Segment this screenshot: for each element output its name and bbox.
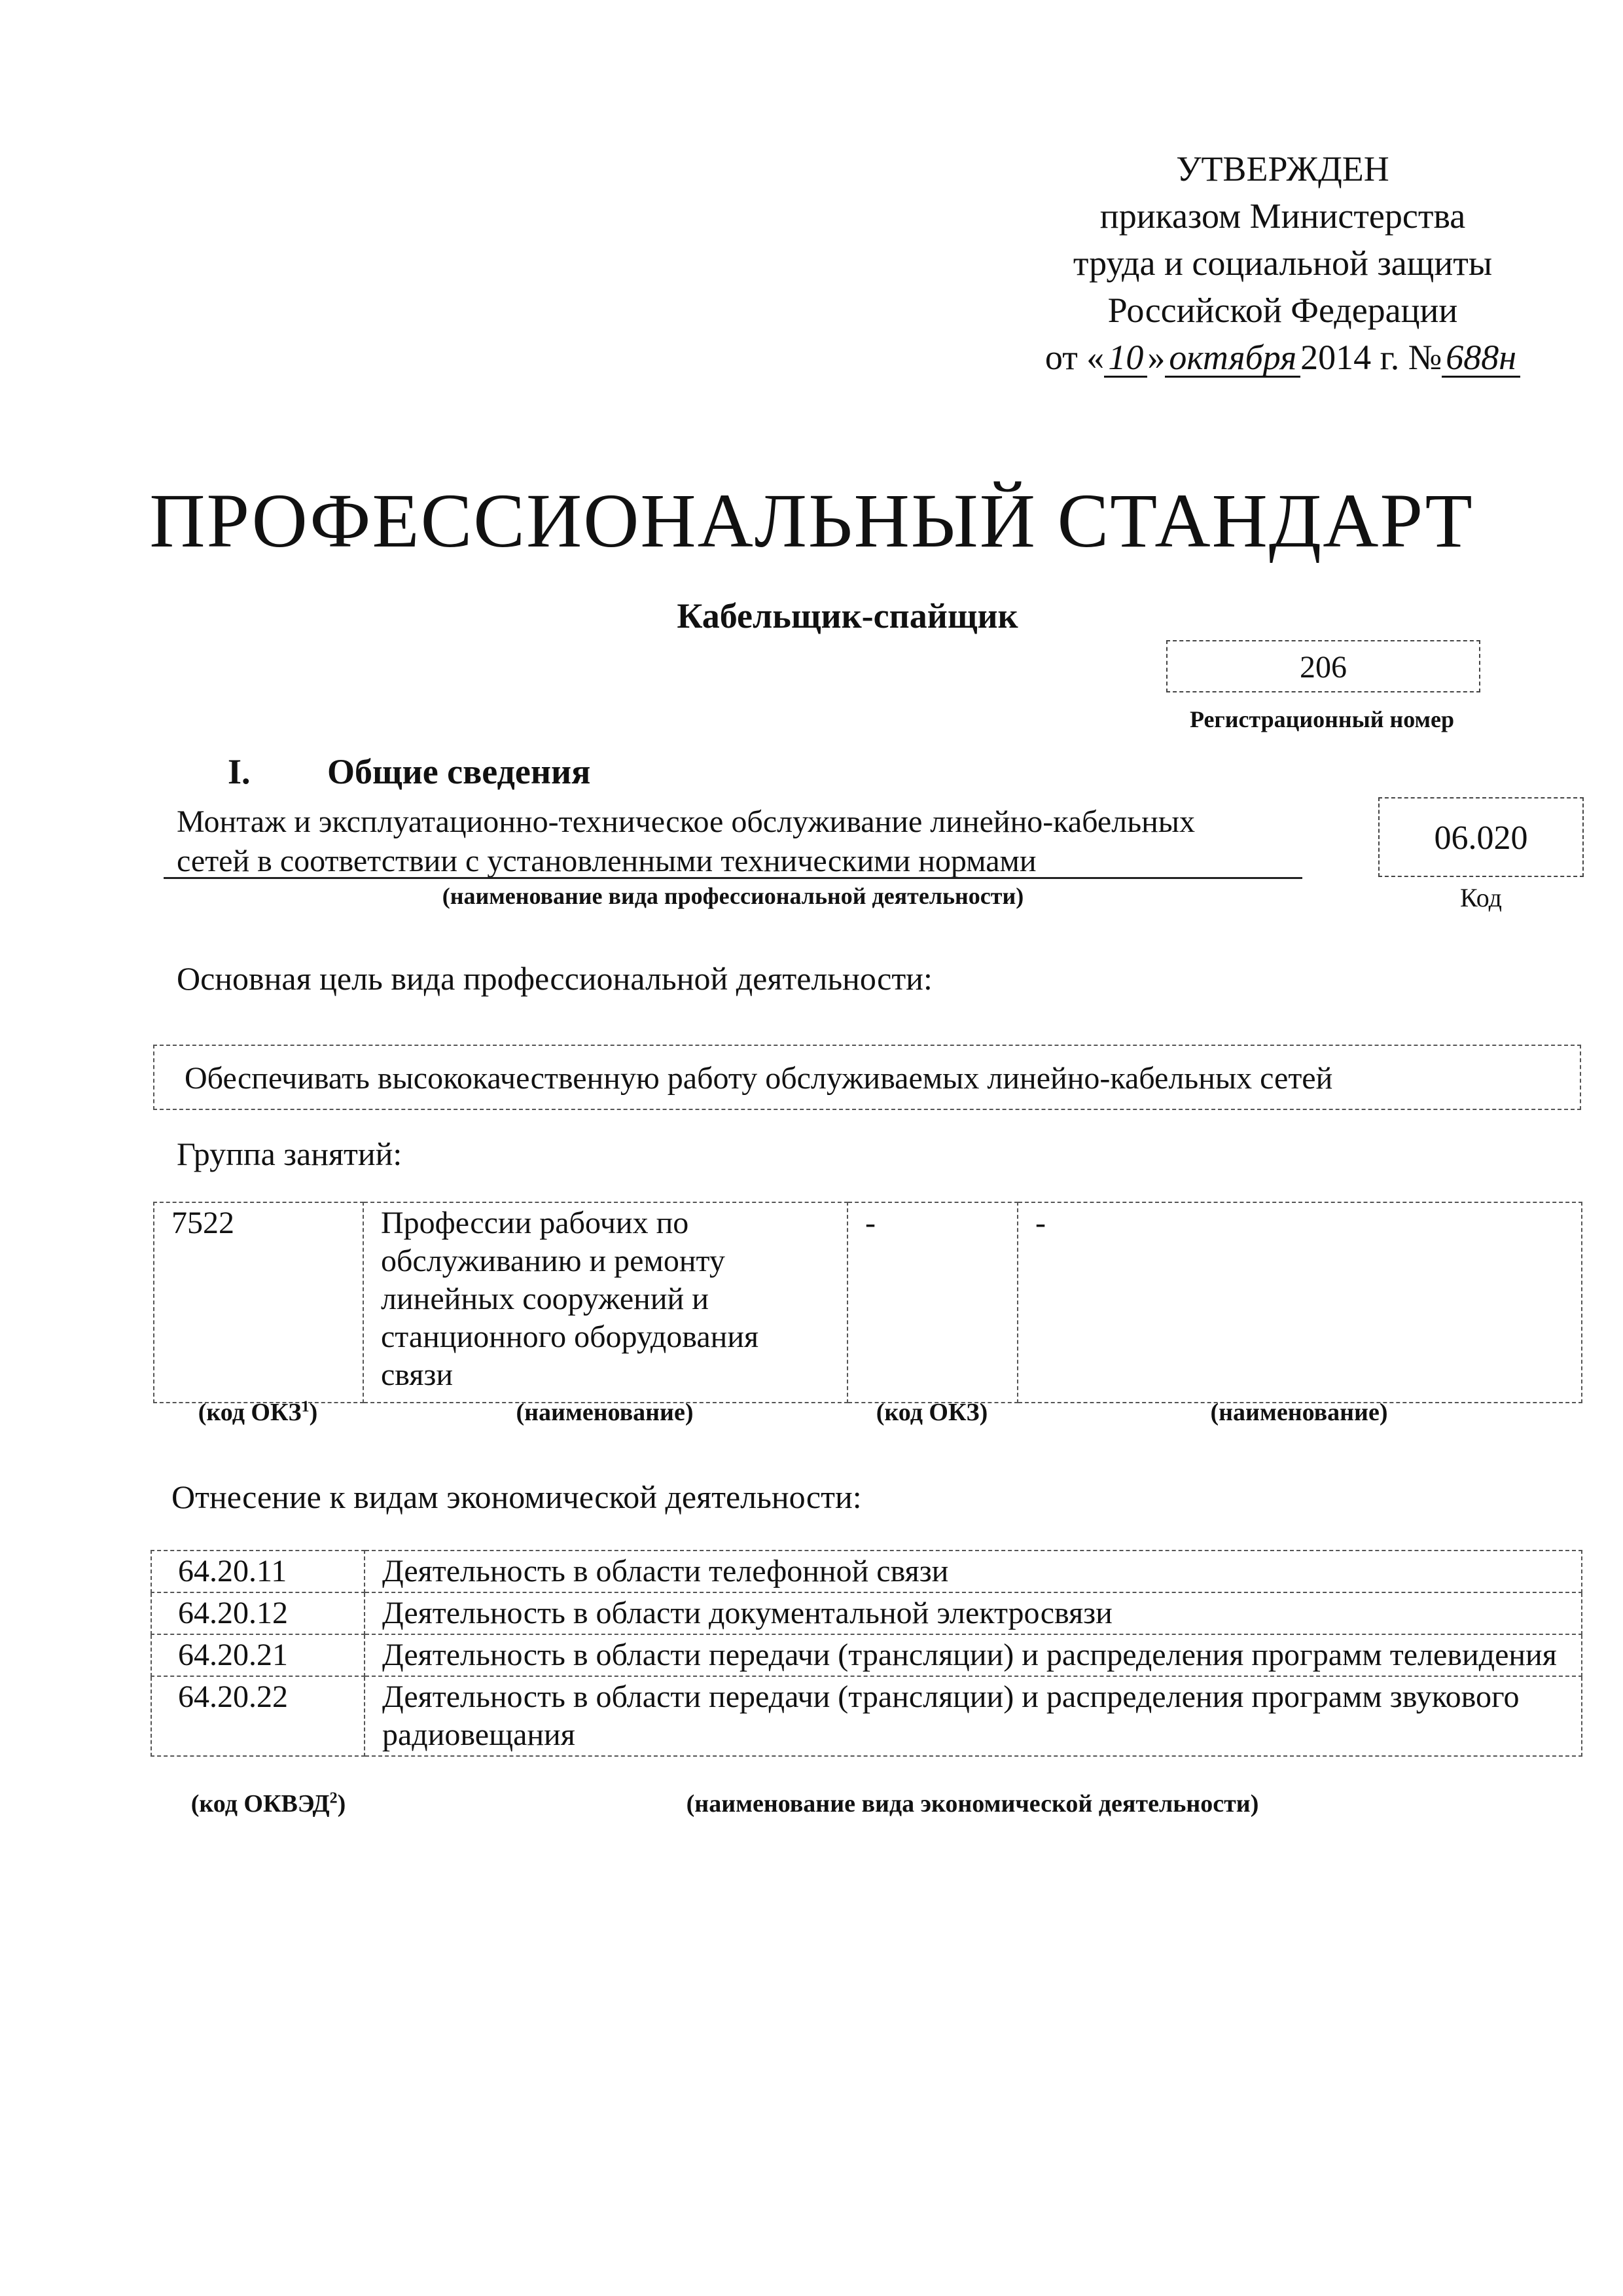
activity-underline — [164, 877, 1302, 879]
goal-box: Обеспечивать высококачественную работу обслуживаемых линейно-кабельных сетей — [153, 1045, 1581, 1110]
okz-name2-cell: - — [1018, 1202, 1582, 1403]
section-title: Общие сведения — [327, 752, 591, 791]
goal-label: Основная цель вида профессиональной деятельности: — [177, 960, 933, 997]
activity-code-label: Код — [1460, 883, 1502, 912]
okved-code-cell: 64.20.22 — [151, 1676, 365, 1756]
occupations-table — [153, 1202, 1582, 1403]
section-number: I. — [228, 752, 251, 791]
date-mid: » — [1147, 338, 1166, 377]
document-title: ПРОФЕССИОНАЛЬНЫЙ СТАНДАРТ — [149, 478, 1474, 564]
order-number: 688н — [1442, 339, 1520, 378]
okz-name2-caption: (наименование) — [1210, 1399, 1388, 1426]
okved-name-cell: Деятельность в области телефонной связи — [365, 1551, 1582, 1592]
footnote-2-ref: 2 — [329, 1789, 338, 1807]
date-day: 10 — [1104, 339, 1147, 378]
economic-label: Отнесение к видам экономической деятельности: — [171, 1479, 862, 1515]
approval-line-1: УТВЕРЖДЕН — [1176, 149, 1389, 188]
approval-line-4: Российской Федерации — [1107, 291, 1458, 330]
okved-code-cell: 64.20.11 — [151, 1551, 365, 1592]
date-month: октября — [1165, 339, 1300, 378]
date-prefix: от « — [1044, 338, 1105, 377]
occupations-label: Группа занятий: — [177, 1136, 402, 1172]
okz-code-caption-text: (код ОКЗ — [198, 1399, 302, 1426]
table-row — [154, 1202, 1582, 1403]
approval-date-line — [1008, 334, 1558, 381]
approval-block — [1008, 145, 1558, 381]
registration-number-box: 206 — [1166, 640, 1480, 692]
table-row — [151, 1551, 1582, 1592]
registration-number-label: Регистрационный номер — [1189, 706, 1455, 732]
okz-name-caption: (наименование) — [516, 1399, 694, 1426]
okved-code-cell: 64.20.21 — [151, 1634, 365, 1676]
okved-code-caption-end: ) — [337, 1790, 346, 1818]
okved-code-caption-text: (код ОКВЭД — [190, 1790, 330, 1818]
okz-code2-cell: - — [847, 1202, 1018, 1403]
okved-code-caption — [164, 1789, 373, 1818]
activity-code-box: 06.020 — [1378, 797, 1584, 877]
okved-name-cell: Деятельность в области документальной электросвязи — [365, 1592, 1582, 1634]
activity-line-1: Монтаж и эксплуатационно-техническое обслуживание линейно-кабельных — [177, 804, 1196, 839]
document-subtitle: Кабельщик-спайщик — [677, 596, 1018, 636]
okz-name-cell: Профессии рабочих по обслуживанию и ремонту линейных сооружений и станционного оборудования связи — [363, 1202, 847, 1403]
table-row — [151, 1634, 1582, 1676]
activity-line-2: сетей в соответствии с установленными техническими нормами — [177, 844, 1037, 878]
okved-name-caption: (наименование вида экономической деятельности) — [686, 1790, 1259, 1818]
okved-name-cell: Деятельность в области передачи (трансляции) и распределения программ телевидения — [365, 1634, 1582, 1676]
table-row — [151, 1676, 1582, 1756]
okved-table — [151, 1550, 1582, 1757]
approval-line-2: приказом Министерства — [1099, 196, 1466, 236]
activity-caption: (наименование вида профессиональной деятельности) — [442, 883, 1024, 909]
date-year: 2014 г. № — [1300, 338, 1442, 377]
okz-code-caption-end: ) — [309, 1399, 318, 1426]
footnote-1-ref: 1 — [301, 1398, 310, 1416]
okved-name-cell: Деятельность в области передачи (трансляции) и распределения программ звукового радиовещания — [365, 1676, 1582, 1756]
table-row — [151, 1592, 1582, 1634]
approval-line-3: труда и социальной защиты — [1073, 243, 1493, 283]
okz-code-caption — [153, 1398, 363, 1427]
activity-name — [177, 802, 1302, 881]
okved-code-cell: 64.20.12 — [151, 1592, 365, 1634]
okz-code-cell: 7522 — [154, 1202, 363, 1403]
okz-code2-caption: (код ОКЗ) — [876, 1399, 988, 1426]
